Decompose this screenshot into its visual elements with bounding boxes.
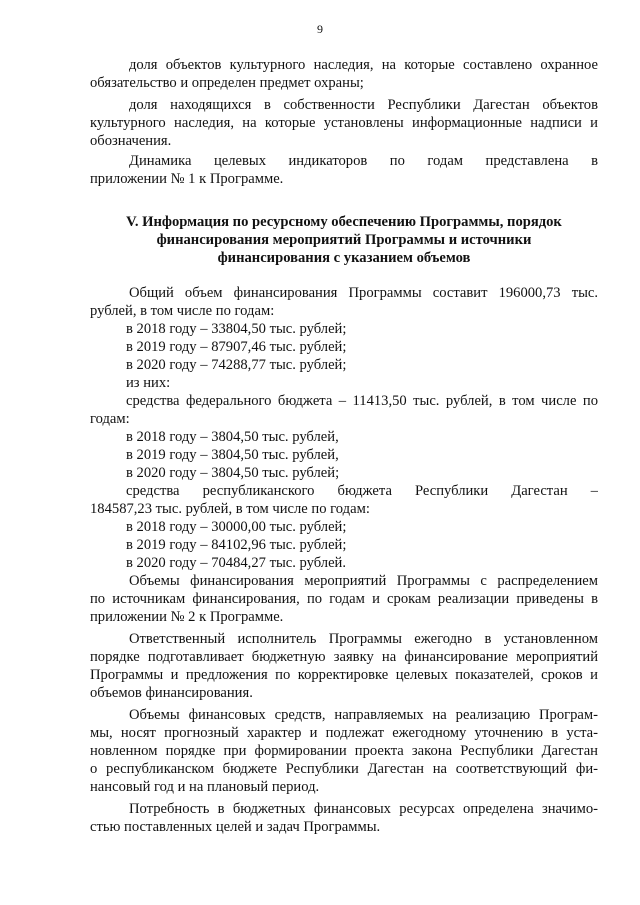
text-line: обязательство и определен предмет охраны; — [90, 75, 364, 91]
text-line: в 2019 году – 3804,50 тыс. рублей, — [126, 447, 339, 463]
text-line: в 2018 году – 3804,50 тыс. рублей, — [126, 429, 339, 445]
text-line: порядке подготавливает бюджетную заявку на финансирование мероприятий — [90, 649, 598, 665]
text-line: в 2020 году – 70484,27 тыс. рублей. — [126, 555, 347, 571]
text-line: нансовый год и на плановый период. — [90, 779, 320, 795]
text-line: в 2019 году – 87907,46 тыс. рублей; — [126, 339, 347, 355]
text-line: обозначения. — [90, 133, 172, 149]
text-line: Общий объем финансирования Программы составит 196000,73 тыс. — [129, 285, 598, 301]
text-line: Потребность в бюджетных финансовых ресурсах определена значимо- — [129, 801, 598, 817]
text-line: средства республиканского бюджета Республики Дагестан – — [126, 483, 598, 499]
text-line: приложении № 2 к Программе. — [90, 609, 284, 625]
text-line: Объемы финансовых средств, направляемых на реализацию Програм- — [129, 707, 598, 723]
text-line: в 2018 году – 30000,00 тыс. рублей; — [126, 519, 347, 535]
text-line: о республиканском бюджете Республики Дагестан на соответствующий фи- — [90, 761, 598, 777]
text-line: рублей, в том числе по годам: — [90, 303, 275, 319]
text-line: по источникам финансирования, по годам и срокам реализации приведены в — [90, 591, 598, 607]
text-line: в 2020 году – 74288,77 тыс. рублей; — [126, 357, 347, 373]
text-line: 184587,23 тыс. рублей, в том числе по годам: — [90, 501, 370, 517]
text-line: Программы и предложения по корректировке целевых показателей, сроков и — [90, 667, 598, 683]
text-line: в 2018 году – 33804,50 тыс. рублей; — [126, 321, 347, 337]
text-line: Объемы финансирования мероприятий Программы с распределением — [129, 573, 598, 589]
section-heading-line: финансирования мероприятий Программы и источники — [156, 232, 532, 248]
text-line: Динамика целевых индикаторов по годам представлена в — [129, 153, 598, 169]
text-line: годам: — [90, 411, 130, 427]
text-line: доля находящихся в собственности Республики Дагестан объектов — [129, 97, 598, 113]
text-line: культурного наследия, на которые установлены информационные надписи и — [90, 115, 598, 131]
section-heading-line: финансирования с указанием объемов — [217, 250, 471, 266]
text-line: стью поставленных целей и задач Программы. — [90, 819, 381, 835]
page-number: 9 — [317, 22, 323, 36]
text-line: объемов финансирования. — [90, 685, 253, 701]
text-line: мы, носят прогнозный характер и подлежат ежегодному уточнению в уста- — [90, 725, 598, 741]
text-line: новленном порядке при формировании проекта закона Республики Дагестан — [90, 743, 598, 759]
text-line: в 2019 году – 84102,96 тыс. рублей; — [126, 537, 347, 553]
text-line: в 2020 году – 3804,50 тыс. рублей; — [126, 465, 340, 481]
text-line: средства федерального бюджета – 11413,50 тыс. рублей, в том числе по — [126, 393, 598, 409]
text-line: Ответственный исполнитель Программы ежегодно в установленном — [129, 631, 598, 647]
text-line: доля объектов культурного наследия, на которые составлено охранное — [129, 57, 598, 73]
section-heading-line: V. Информация по ресурсному обеспечению Программы, порядок — [126, 214, 562, 230]
text-line: из них: — [126, 375, 171, 391]
text-line: приложении № 1 к Программе. — [90, 171, 284, 187]
